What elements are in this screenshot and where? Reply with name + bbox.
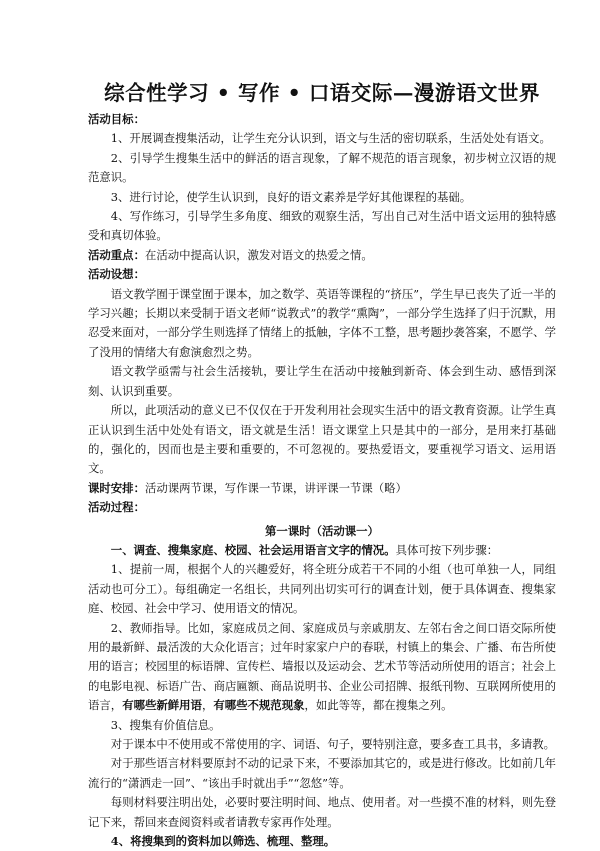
step-2-lead: 2、教师指导。比如，家庭成员之间、家庭成员与亲戚朋友、左邻右舍之间口语交际所使用的最新鲜、最活泼的大众化语言；过年时家家户户的春联，村镇上的集会、广播、布告所使用的语言；校园里的标语牌、宣传栏、墙报以及运动会、艺术节等活动所使用的语言；社会上的电影电视、标语广告、商店匾额、商品说明书、企业公司招牌、报纸刊物、互联网所使用的语言， [88, 620, 556, 713]
step-2 [88, 619, 556, 716]
design-paragraph-3: 所以，此项活动的意义已不仅仅在于开发利用社会现实生活中的语文教育资源。让学生真正认识到生活中处处有语文，语文就是生活！语文课堂上只是其中的一部分，是用来打基础的，强化的，因而也是主要和重要的，不可忽视的。要热爱语文，要重视学习语文、运用语文。 [88, 403, 556, 476]
step-3-paragraph-3: 每则材料要注明出处，必要时要注明时间、地点、使用者。对一些摸不准的材料，则先登记下来，帮回来查阅资料或者请教专家再作处理。 [88, 795, 556, 829]
step-1: 1、提前一周，根据个人的兴趣爱好，将全班分成若干不同的小组（也可单独一人，同组活动也可分工）。每组确定一名组长，共同列出切实可行的调查计划，便于具体调查、搜集家庭、校园、社会中学习、使用语文的情况。 [88, 562, 556, 616]
step-3-paragraph-2: 对于那些语言材料要原封不动的记录下来，不要添加其它的，或是进行修改。比如前几年流行的“潇洒走一回”、“该出手时就出手”“忽悠”等。 [88, 756, 556, 790]
design-paragraph-2: 语文教学亟需与社会生活接轨，要让学生在活动中接触到新奇、体会到生动、感悟到深刻、认识到重要。 [88, 364, 556, 398]
design-label: 活动设想： [88, 267, 145, 282]
schedule-label: 课时安排： [88, 480, 145, 495]
section1-heading-tail: 具体可按下列步骤： [395, 542, 499, 557]
step-3-paragraph-1: 对于课本中不使用或不常使用的字、词语、句子，要特别注意，要多查工具书，多请教。 [110, 737, 556, 751]
process-label: 活动过程： [88, 500, 145, 515]
step-2-bold-nonstandard: 有哪些不规范现象 [213, 698, 305, 713]
focus-label: 活动重点： [88, 247, 145, 262]
document-title: 综合性学习 • 写作 • 口语交际—漫游语文世界 [104, 81, 540, 105]
section1-heading-bold: 一、调查、搜集家庭、校园、社会运用语言文字的情况。 [110, 542, 396, 557]
step-2-tail: ，如此等等，都在搜集之列。 [304, 698, 453, 713]
goal-item-3: 3、进行讨论，使学生认识到，良好的语文素养是学好其他课程的基础。 [110, 189, 472, 204]
design-paragraph-1: 语文教学囿于课堂囿于课本，加之数学、英语等课程的“挤压”，学生早已丧失了近一半的学习兴趣；长期以来受制于语文老师“说教式”的教学“熏陶”，一部分学生选择了归于沉默，用忍受来面对，一部分学生则选择了情绪上的抵触，字体不工整，思考题抄袭答案，不愿学、学了没用的情绪大有愈演愈烈之势。 [88, 286, 556, 359]
focus-paragraph [88, 246, 556, 265]
lesson-title: 第一课时（活动课一） [265, 523, 379, 538]
goal-item-2: 2、引导学生搜集生活中的鲜活的语言现象，了解不规范的语言现象，初步树立汉语的规范意识。 [88, 150, 556, 185]
goal-item-1: 1、开展调查搜集活动，让学生充分认识到，语文与生活的密切联系，生活处处有语文。 [110, 131, 551, 146]
section1-heading [88, 541, 556, 560]
step-2-comma: ， [201, 698, 214, 713]
schedule-paragraph [88, 479, 556, 498]
schedule-text: 活动课两节课，写作课一节课，讲评课一节课（略） [144, 480, 407, 495]
step-4: 4、将搜集到的资料加以筛选、梳理、整理。 [110, 834, 336, 849]
goal-item-4: 4、写作练习，引导学生多角度、细致的观察生活，写出自己对生活中语文运用的独特感受和真切体验。 [88, 209, 556, 243]
step-2-bold-new-terms: 有哪些新鲜用语 [122, 698, 202, 713]
focus-text: 在活动中提高认识，激发对语文的热爱之情。 [144, 247, 373, 262]
goals-label: 活动目标： [88, 112, 145, 126]
step-3: 3、搜集有价值信息。 [110, 717, 221, 732]
